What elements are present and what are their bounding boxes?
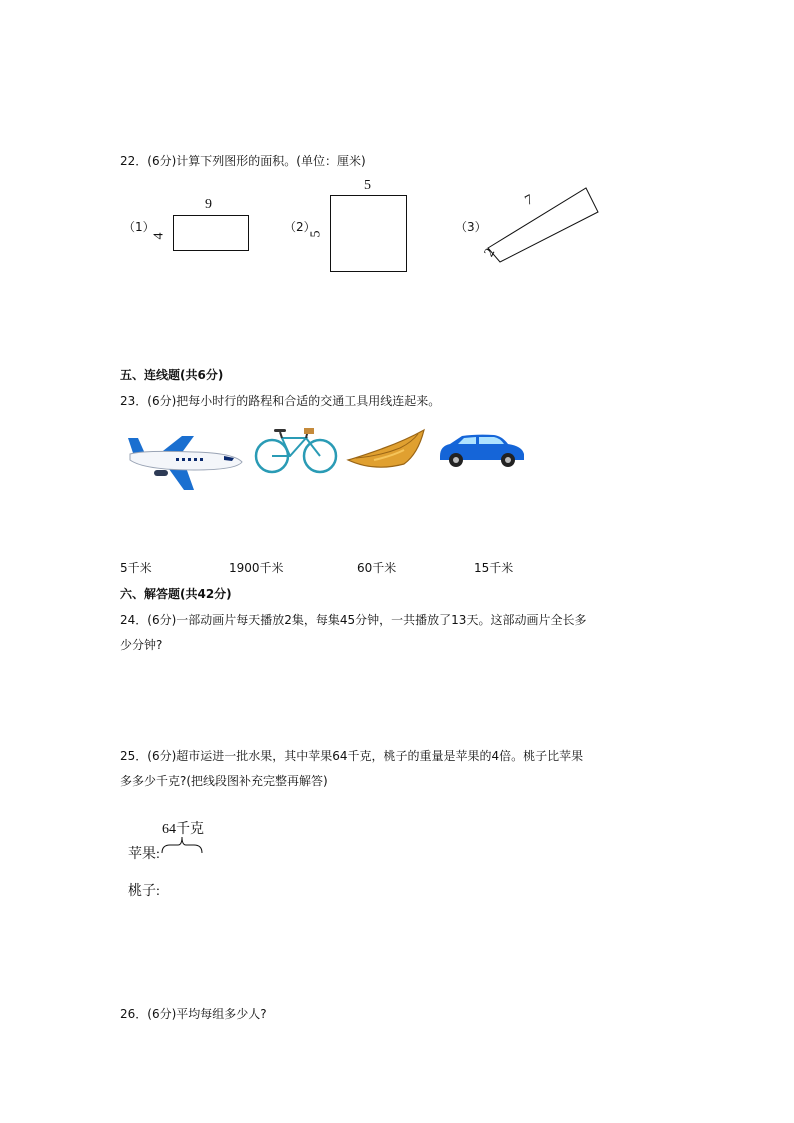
question-24-line-2: 少分钟?: [120, 638, 163, 652]
distance-option-1: 5千米: [120, 561, 152, 575]
question-23-text: 23．(6分)把每小时行的路程和合适的交通工具用线连起来。: [120, 394, 441, 408]
question-22-text: 22．(6分)计算下列图形的面积。(单位：厘米): [120, 154, 366, 168]
figure-2-top-dim: 5: [364, 178, 371, 193]
airplane-icon: [124, 428, 246, 490]
figure-1-label: （1）: [123, 220, 155, 234]
distance-option-3: 60千米: [357, 561, 397, 575]
brace-symbol: [160, 835, 204, 855]
brace-label: 64千克: [162, 822, 204, 837]
car-icon: [436, 432, 528, 470]
bicycle-icon: [254, 426, 338, 474]
figure-3-top-dim: 7: [522, 192, 536, 209]
figure-1-rectangle: [173, 215, 249, 251]
figure-3-side-dim: 2: [481, 246, 499, 260]
distance-option-4: 15千米: [474, 561, 514, 575]
peach-label: 桃子:: [128, 884, 160, 899]
section-5-title: 五、连线题(共6分): [120, 368, 224, 382]
figure-3-label: （3）: [455, 220, 487, 234]
distance-option-2: 1900千米: [229, 561, 284, 575]
section-6-title: 六、解答题(共42分): [120, 587, 232, 601]
figure-2-side-dim: 5: [308, 230, 324, 238]
question-25-line-2: 多多少千克?(把线段图补充完整再解答): [120, 774, 328, 788]
question-24-line-1: 24．(6分)一部动画片每天播放2集，每集45分钟，一共播放了13天。这部动画片全长多: [120, 613, 587, 627]
figure-2-square: [330, 195, 407, 272]
boat-icon: [344, 426, 426, 474]
figure-2-label: （2）: [284, 220, 316, 234]
question-25-text: [120, 744, 680, 794]
figure-1-top-dim: 9: [205, 197, 212, 212]
question-24-text: [120, 608, 680, 658]
figure-3-parallelogram: [480, 180, 610, 270]
question-25-line-1: 25．(6分)超市运进一批水果，其中苹果64千克，桃子的重量是苹果的4倍。桃子比苹果: [120, 749, 584, 763]
question-26-text: 26．(6分)平均每组多少人?: [120, 1007, 267, 1021]
apple-label: 苹果:: [128, 847, 160, 862]
figure-1-side-dim: 4: [151, 232, 167, 240]
